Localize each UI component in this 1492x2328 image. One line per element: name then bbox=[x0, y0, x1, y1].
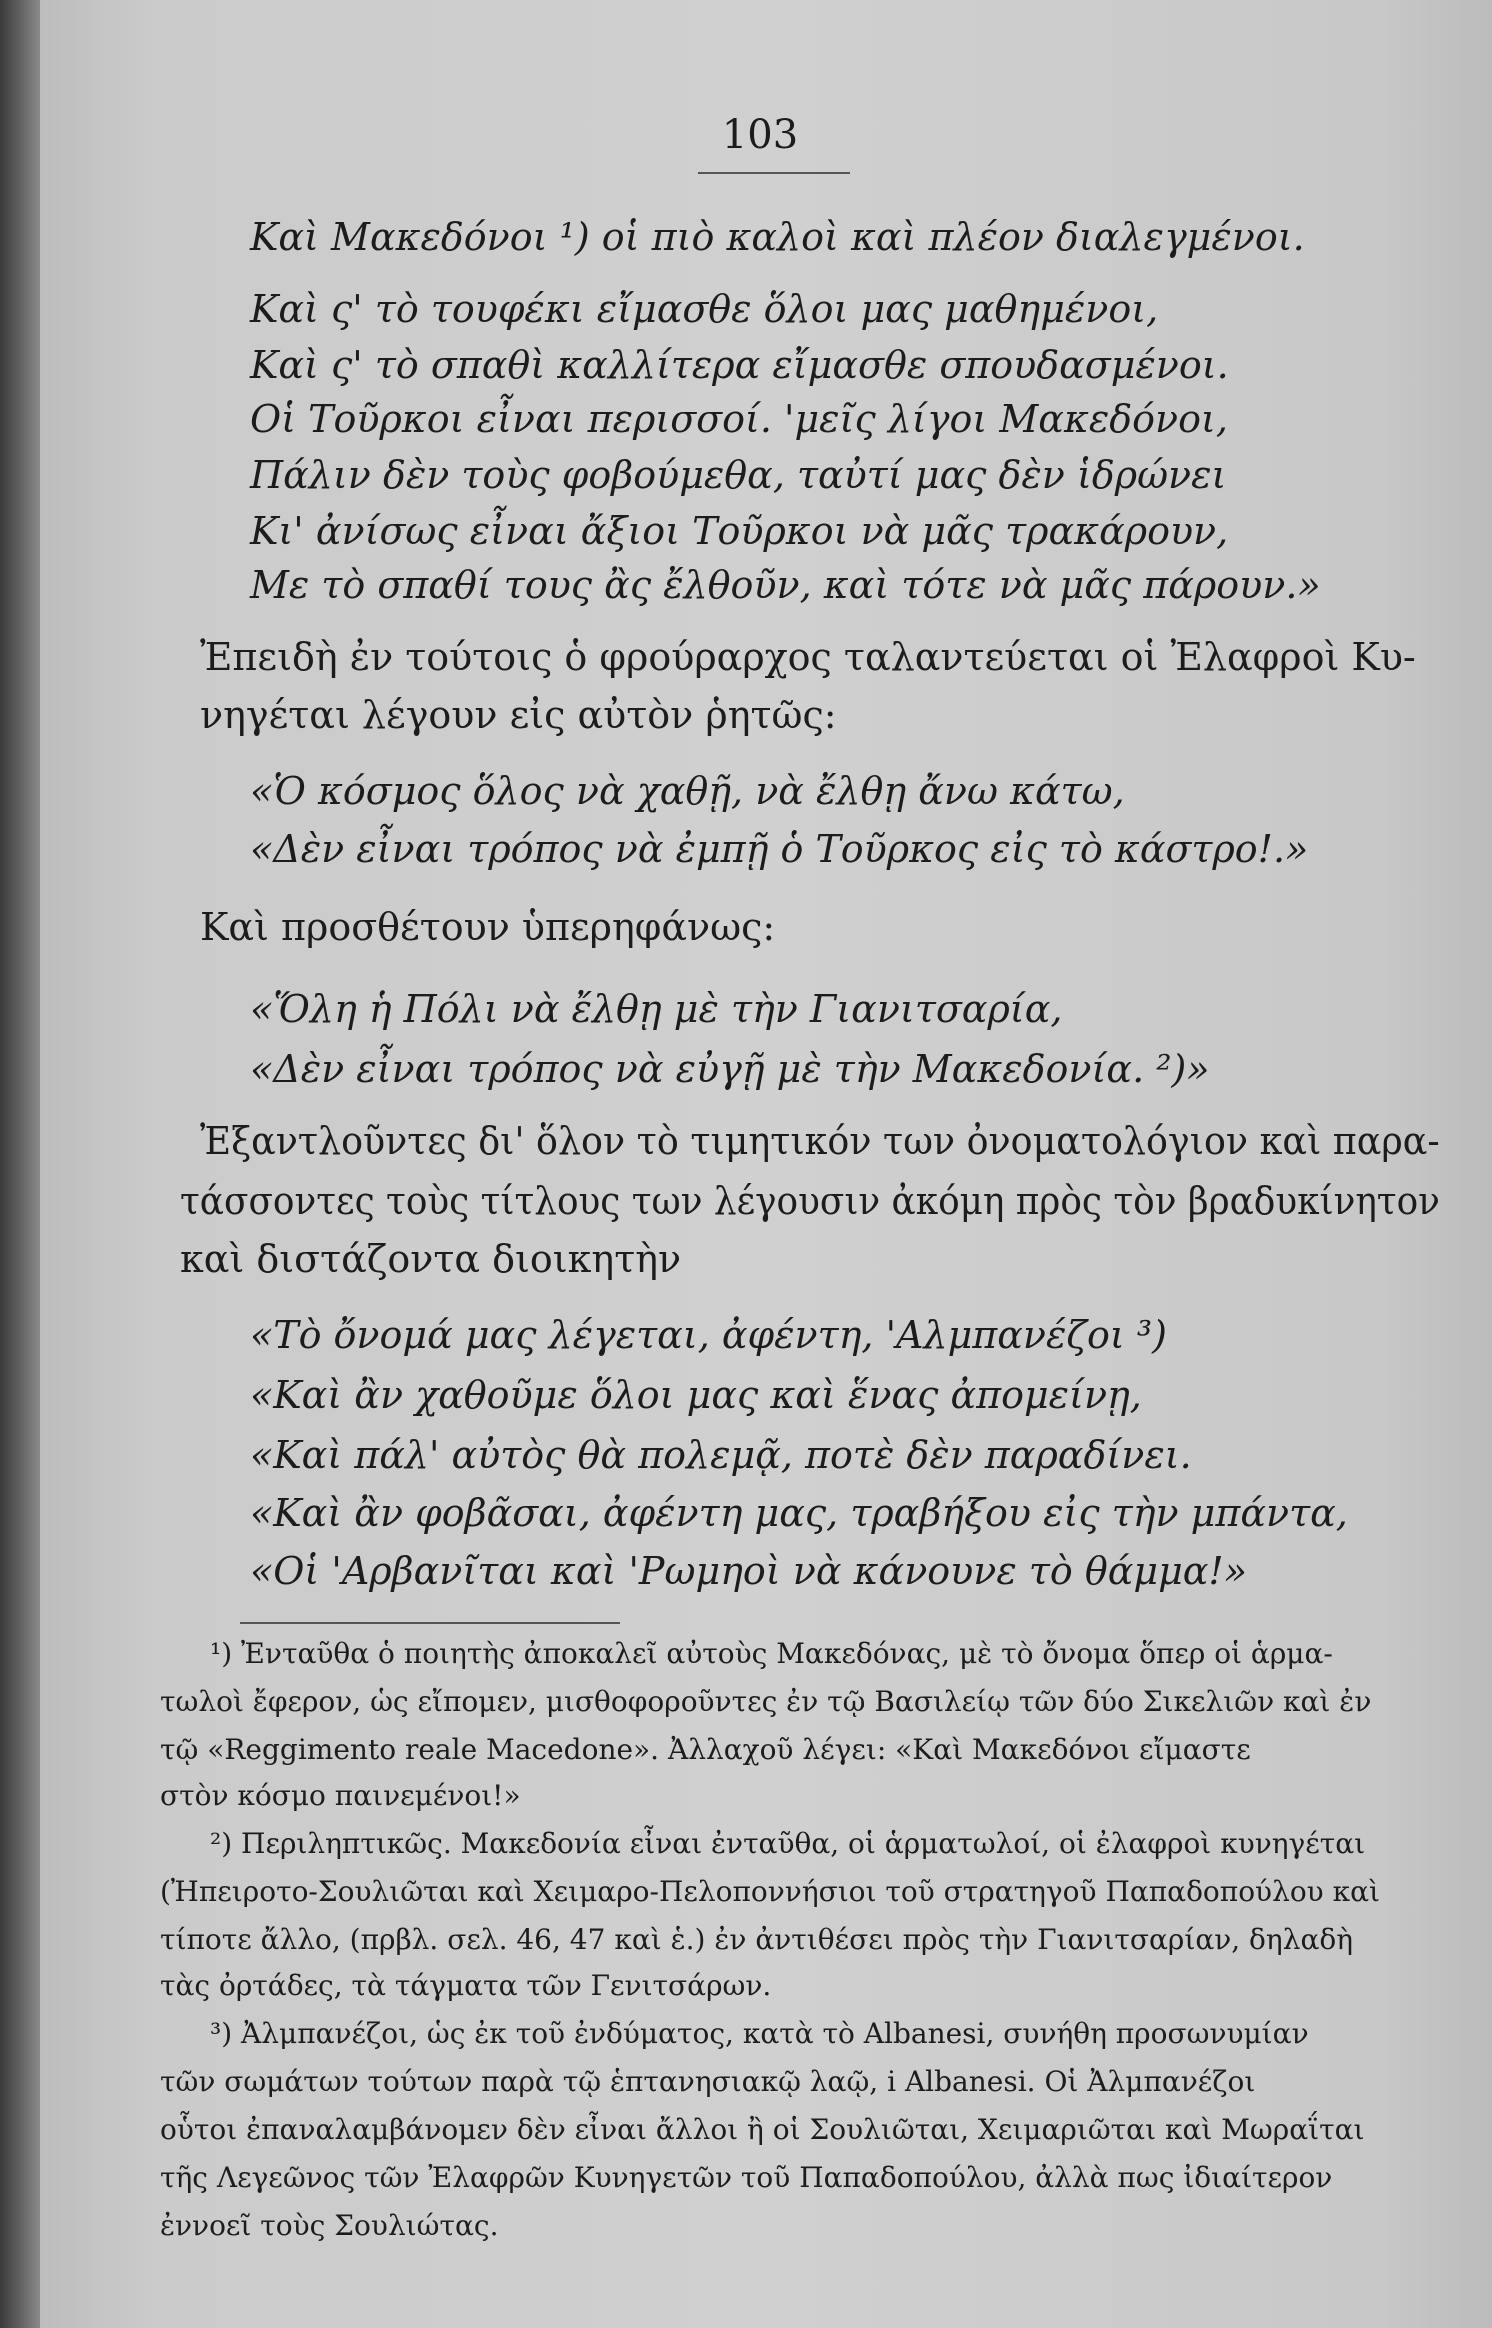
verse-line: «Δὲν εἶναι τρόπος νὰ ἐμπῇ ὁ Τοῦρκος εἰς τὸ κάστρο!.» bbox=[250, 827, 1309, 871]
footnote-line: οὗτοι ἐπαναλαμβάνομεν δὲν εἶναι ἄλλοι ἢ οἱ Σουλιῶται, Χειμαριῶται καὶ Μωραΐται bbox=[160, 2113, 1365, 2146]
verse-line: Κι' ἀνίσως εἶναι ἄξιοι Τοῦρκοι νὰ μᾶς τρακάρουν, bbox=[250, 509, 1229, 553]
verse-line: Καὶ ς' τὸ σπαθὶ καλλίτερα εἴμασθε σπουδασμένοι. bbox=[250, 343, 1229, 387]
footnote-line: ³) Ἀλμπανέζοι, ὡς ἐκ τοῦ ἐνδύματος, κατὰ τὸ Albanesi, συνήθη προσωνυμίαν bbox=[210, 2017, 1309, 2050]
footnote-line: τῷ «Reggimento reale Macedone». Ἀλλαχοῦ λέγει: «Καὶ Μακεδόνοι εἴμαστε bbox=[160, 1733, 1251, 1766]
verse-line: «Ὅλη ἡ Πόλι νὰ ἔλθῃ μὲ τὴν Γιανιτσαρία, bbox=[250, 987, 1063, 1031]
verse-line: «Καὶ ἂν χαθοῦμε ὅλοι μας καὶ ἕνας ἀπομείνῃ, bbox=[250, 1373, 1142, 1417]
verse-line: Με τὸ σπαθί τους ἂς ἔλθοῦν, καὶ τότε νὰ μᾶς πάρουν.» bbox=[250, 563, 1321, 607]
footnote-line: ²) Περιληπτικῶς. Μακεδονία εἶναι ἐνταῦθα, οἱ ἁρματωλοί, οἱ ἐλαφροὶ κυνηγέται bbox=[210, 1827, 1366, 1860]
footnote-line: τωλοὶ ἔφερον, ὡς εἴπομεν, μισθοφοροῦντες ἐν τῷ Βασιλείῳ τῶν δύο Σικελιῶν καὶ ἐν bbox=[160, 1685, 1372, 1718]
verse-line: «Καὶ ἂν φοβᾶσαι, ἀφέντη μας, τραβήξου εἰς τὴν μπάντα, bbox=[250, 1491, 1348, 1535]
verse-line: «Δὲν εἶναι τρόπος νὰ εὐγῇ μὲ τὴν Μακεδονία. ²)» bbox=[250, 1047, 1210, 1091]
prose-line: νηγέται λέγουν εἰς αὐτὸν ῥητῶς: bbox=[200, 693, 837, 737]
page-number: 103 bbox=[721, 112, 799, 158]
verse-line: «Ὁ κόσμος ὅλος νὰ χαθῇ, νὰ ἔλθῃ ἄνω κάτω, bbox=[250, 769, 1125, 813]
verse-line: «Οἱ 'Αρβανῖται καὶ 'Ρωμηοὶ νὰ κάνουνε τὸ θάμμα!» bbox=[250, 1549, 1247, 1593]
verse-line: Καὶ Μακεδόνοι ¹) οἱ πιὸ καλοὶ καὶ πλέον διαλεγμένοι. bbox=[250, 215, 1305, 259]
book-page bbox=[40, 0, 1492, 2328]
footnote-line: στὸν κόσμο παινεμένοι!» bbox=[160, 1779, 521, 1812]
verse-line: Πάλιν δὲν τοὺς φοβούμεθα, ταὐτί μας δὲν ἱδρώνει bbox=[250, 453, 1227, 497]
verse-line: Καὶ ς' τὸ τουφέκι εἴμασθε ὅλοι μας μαθημένοι, bbox=[250, 287, 1159, 331]
book-spine-shadow bbox=[0, 0, 40, 2328]
verse-line: «Καὶ πάλ' αὐτὸς θὰ πολεμᾷ, ποτὲ δὲν παραδίνει. bbox=[250, 1433, 1192, 1477]
verse-line: «Τὸ ὄνομά μας λέγεται, ἀφέντη, 'Αλμπανέζοι ³) bbox=[250, 1313, 1167, 1357]
footnote-line: τὰς ὀρτάδες, τὰ τάγματα τῶν Γενιτσάρων. bbox=[160, 1969, 772, 2002]
verse-line: Οἱ Τοῦρκοι εἶναι περισσοί. 'μεῖς λίγοι Μακεδόνοι, bbox=[250, 397, 1228, 441]
footnote-line: (Ἠπειρoτο-Σουλιῶται καὶ Χειμαρο-Πελοποννήσιοι τοῦ στρατηγοῦ Παπαδοπούλου καὶ bbox=[160, 1875, 1380, 1908]
prose-line: Ἐπειδὴ ἐν τούτοις ὁ φρούραρχος ταλαντεύεται οἱ Ἐλαφροὶ Κυ- bbox=[200, 635, 1416, 679]
prose-line: Ἐξαντλοῦντες δι' ὅλον τὸ τιμητικόν των ὀνοματολόγιον καὶ παρα- bbox=[200, 1119, 1440, 1163]
prose-line: τάσσοντες τοὺς τίτλους των λέγουσιν ἀκόμη πρὸς τὸν βραδυκίνητον bbox=[180, 1179, 1440, 1223]
footnote-separator bbox=[240, 1622, 620, 1624]
page-number-rule bbox=[698, 172, 850, 174]
footnote-line: τῶν σωμάτων τούτων παρὰ τῷ ἑπτανησιακῷ λαῷ, i Albanesi. Οἱ Ἀλμπανέζοι bbox=[160, 2065, 1256, 2098]
footnote-line: ¹) Ἐνταῦθα ὁ ποιητὴς ἀποκαλεῖ αὐτοὺς Μακεδόνας, μὲ τὸ ὄνομα ὅπερ οἱ ἁρμα- bbox=[210, 1637, 1333, 1670]
prose-line: Καὶ προσθέτουν ὑπερηφάνως: bbox=[200, 905, 776, 949]
footnote-line: τίποτε ἄλλο, (πρβλ. σελ. 46, 47 καὶ ἑ.) ἐν ἀντιθέσει πρὸς τὴν Γιανιτσαρίαν, δηλαδὴ bbox=[160, 1923, 1353, 1956]
footnote-line: ἐννοεῖ τοὺς Σουλιώτας. bbox=[160, 2209, 499, 2242]
prose-line: καὶ διστάζοντα διοικητὴν bbox=[180, 1237, 682, 1281]
footnote-line: τῆς Λεγεῶνος τῶν Ἐλαφρῶν Κυνηγετῶν τοῦ Παπαδοπούλου, ἀλλὰ πως ἰδιαίτερον bbox=[160, 2161, 1333, 2194]
